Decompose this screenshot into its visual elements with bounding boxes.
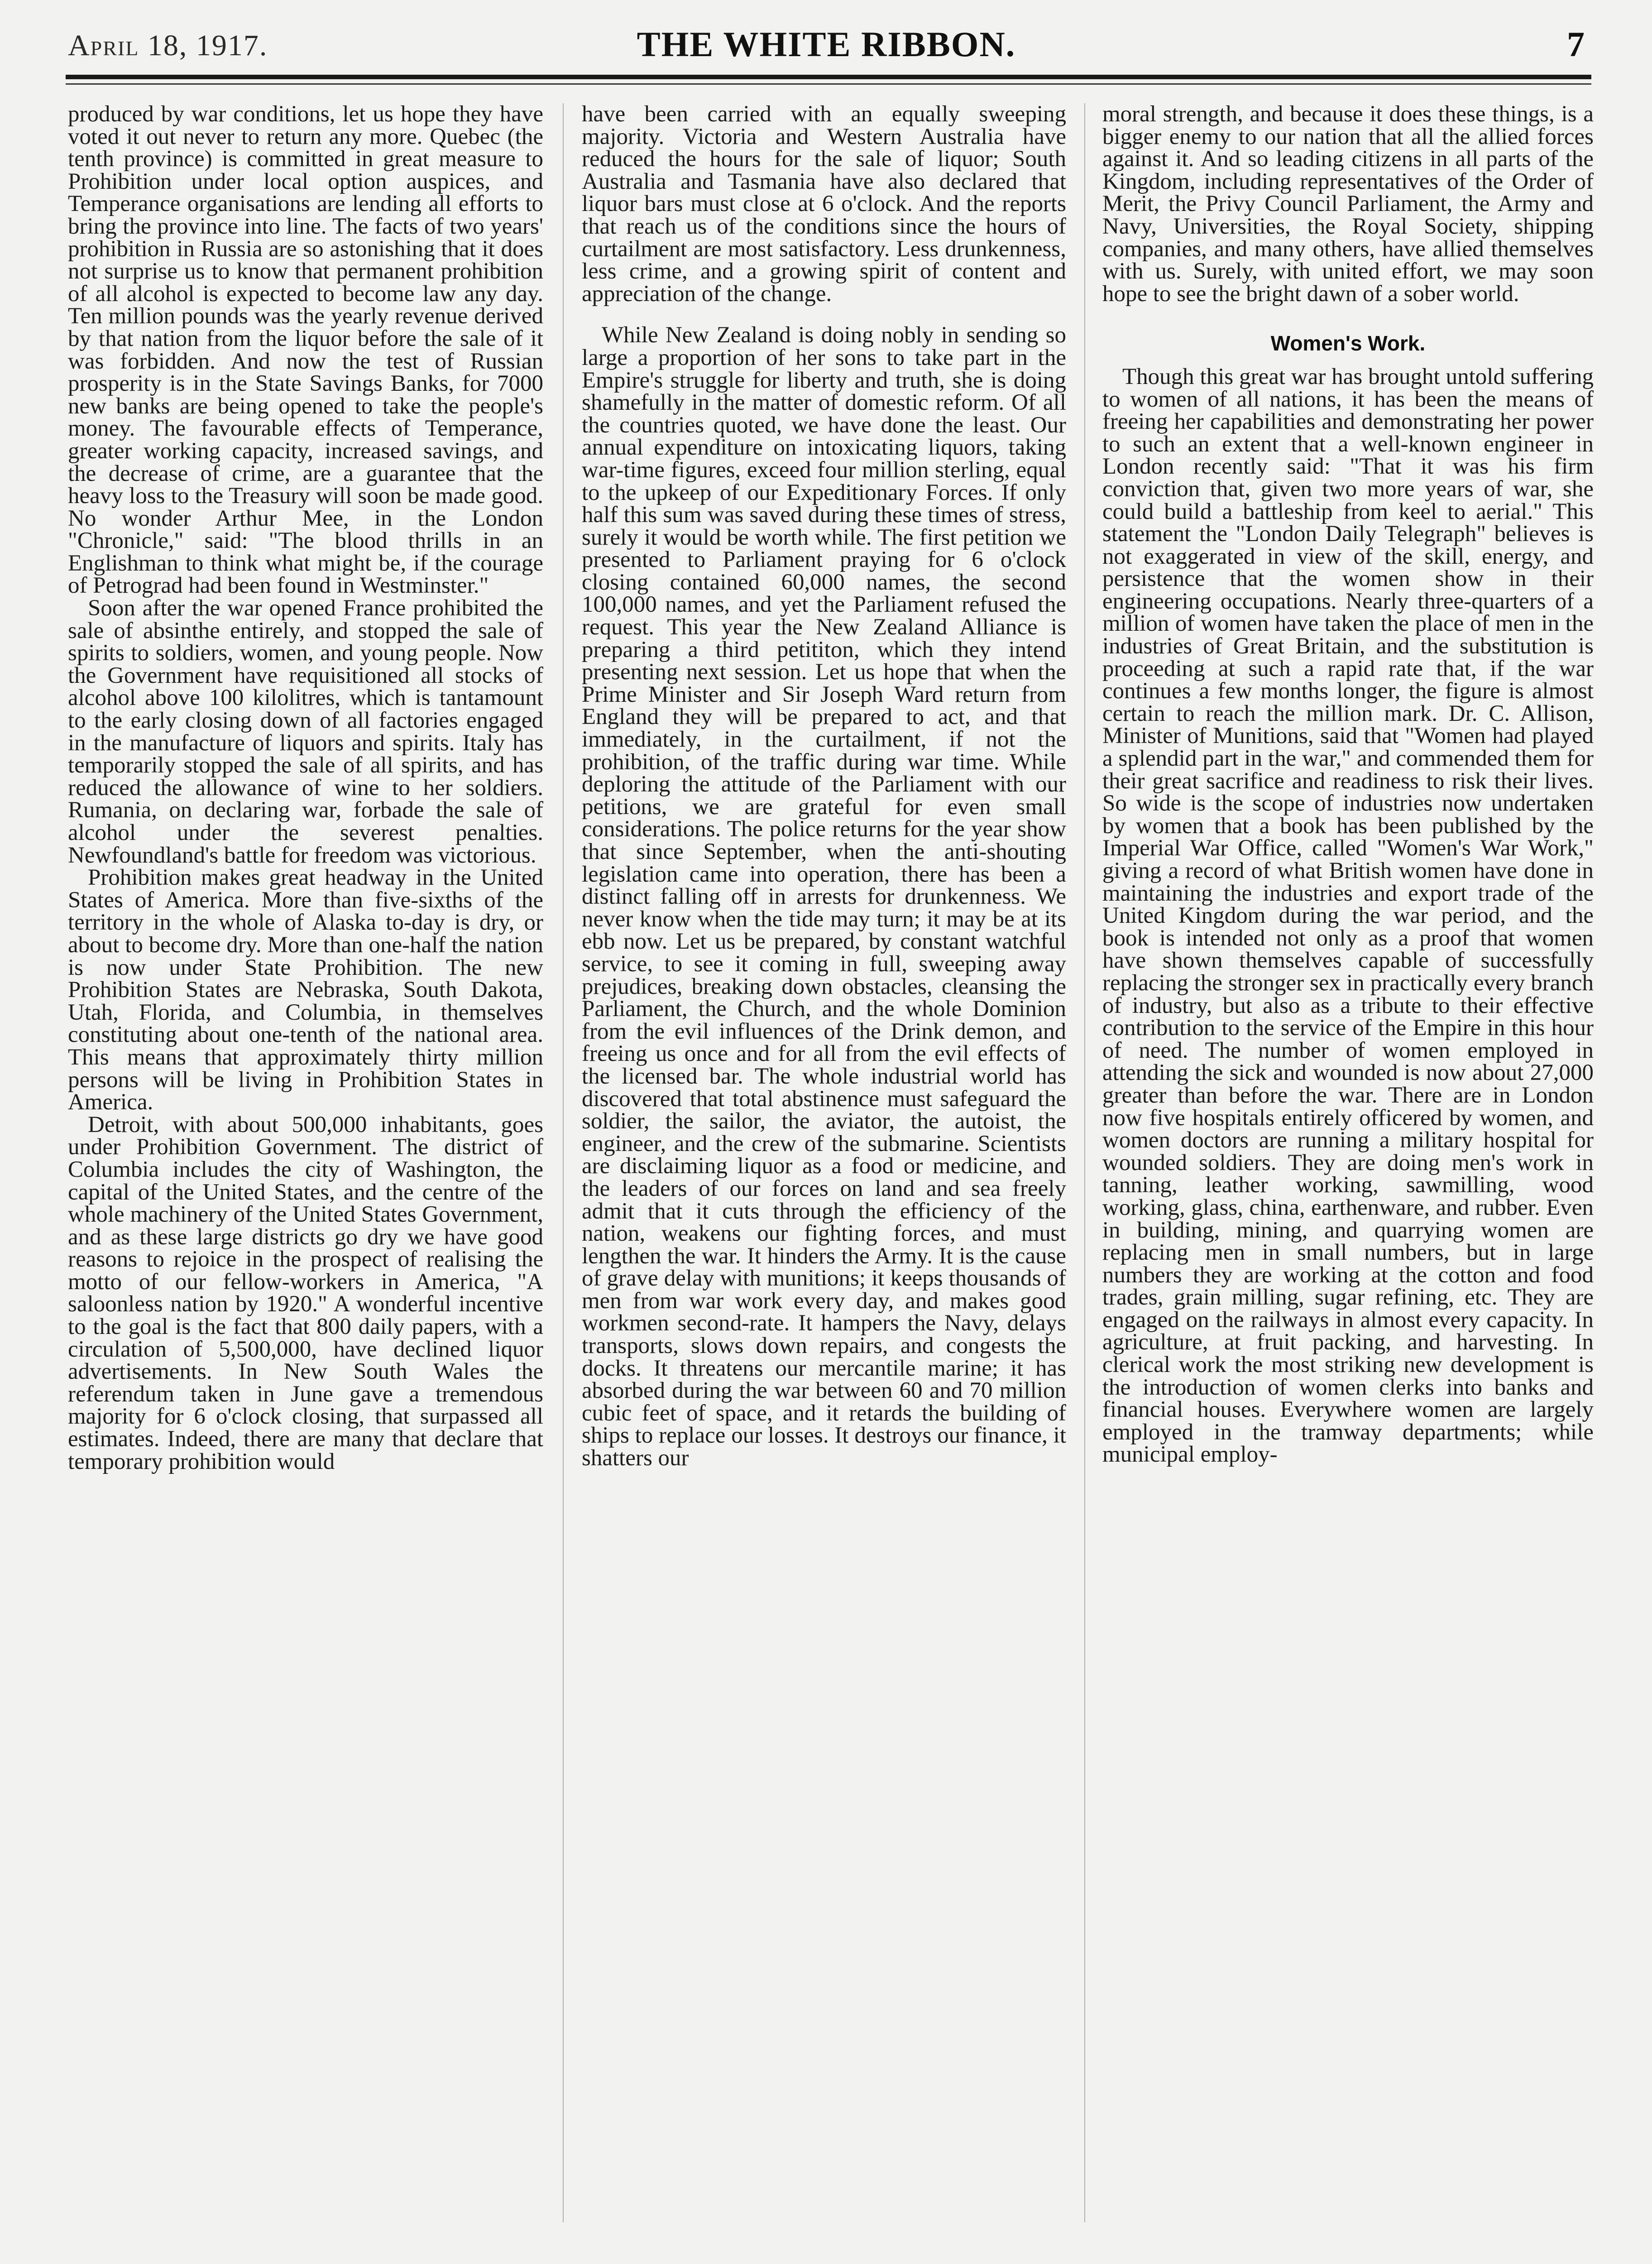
paragraph: have been carried with an equally sweeping majority. Victoria and Western Australia have reduced the hours for the sale of liquor; South Australia and Tasmania have also declared that liquor bars must close at 6 o'clock. And the reports that reach us of the conditions since the hours of curtailment are most satisfactory. Less drunkenness, less crime, and a growing spirit of content and appreciation of the change. (582, 101, 1066, 307)
column-divider (563, 103, 564, 2222)
masthead (68, 20, 1585, 70)
paragraph: Soon after the war opened France prohibited the sale of absinthe entirely, and stopped the sale of spirits to soldiers, women, and young people. Now the Government have requisitioned all stocks of alcohol above 100 kilolitres, which is tantamount to the early closing down of all factories engaged in the manufacture of liquors and spirits. Italy has temporarily stopped the sale of all spirits, and has reduced the allowance of wine to her soldiers. Rumania, on declaring war, forbade the sale of alcohol under the severest penalties. Newfoundland's battle for freedom was victorious. (68, 595, 543, 868)
paragraph: moral strength, and because it does these things, is a bigger enemy to our nation that all the allied forces against it. And so leading citizens in all parts of the Kingdom, including representatives of the Order of Merit, the Privy Council Parliament, the Army and Navy, Universities, the Royal Society, shipping companies, and many others, have allied themselves with us. Surely, with united effort, we may soon hope to see the bright dawn of a sober world. (1102, 101, 1594, 307)
paragraph: While New Zealand is doing nobly in sending so large a proportion of her sons to take part in the Empire's struggle for liberty and truth, she is doing shamefully in the matter of domestic reform. Of all the countries quoted, we have done the least. Our annual expenditure on intoxicating liquors, taking war-time figures, exceed four million sterling, equal to the upkeep of our Expeditionary Forces. If only half this sum was saved during these times of stress, surely it would be worth while. The first petition we presented to Parliament praying for 6 o'clock closing contained 60,000 names, the second 100,000 names, and yet the Parliament refused the request. This year the New Zealand Alliance is preparing a third petititon, which they intend presenting next session. Let us hope that when the Prime Minister and Sir Joseph Ward return from England they will be prepared to act, and that immediately, in the curtailment, if not the prohibition, of the traffic during war time. While deploring the attitude of the Parliament with our petitions, we are grateful for even small considerations. The police returns for the year show that since September, when the anti-shouting legislation came into operation, there has been a distinct falling off in arrests for drunkenness. We never know when the tide may turn; it may be at its ebb now. Let us be prepared, by constant watchful service, to see it coming in full, sweeping away prejudices, breaking down obstacles, cleansing the Parliament, the Church, and the whole Dominion from the evil influences of the Drink demon, and freeing us once and for all from the evil effects of the licensed bar. The whole industrial world has discovered that total abstinence must safeguard the soldier, the sailor, the aviator, the autoist, the engineer, and the crew of the submarine. Scientists are disclaiming liquor as a food or medicine, and the leaders of our forces on land and sea freely admit that it cuts through the efficiency of the nation, weakens our fighting forces, and must lengthen the war. It hinders the Army. It is the cause of grave delay with munitions; it keeps thousands of men from war work every day, and makes good workmen second-rate. It hampers the Navy, delays transports, slows down repairs, and congests the docks. It threatens our mercantile marine; it has absorbed during the war between 60 and 70 million cubic feet of space, and it retards the building of ships to replace our losses. It destroys our finance, it shatters our (582, 322, 1066, 1471)
paragraph: Prohibition makes great headway in the United States of America. More than five-sixths of the territory in the whole of Alaska to-day is dry, or about to become dry. More than one-half the nation is now under State Prohibition. The new Prohibition States are Nebraska, South Dakota, Utah, Florida, and Columbia, in themselves constituting about one-tenth of the national area. This means that approximately thirty million persons will be living in Prohibition States in America. (68, 865, 543, 1115)
paragraph: Though this great war has brought untold suffering to women of all nations, it has been the means of freeing her capabilities and demonstrating her power to such an extent that a well-known engineer in London recently said: "That it was his firm conviction that, given two more years of war, she could build a battleship from keel to aerial." This statement the "London Daily Telegraph" believes is not exaggerated in view of the skill, energy, and persistence that the women show in their engineering occupations. Nearly three-quarters of a million of women have taken the place of men in the industries of Great Britain, and the substitution is proceeding at such a rapid rate that, if the war continues a few months longer, the figure is almost certain to reach the million mark. Dr. C. Allison, Minister of Munitions, said that "Women had played a splendid part in the war," and commended them for their great sacrifice and readiness to risk their lives. So wide is the scope of industries now undertaken by women that a book has been published by the Imperial War Office, called "Women's War Work," giving a record of what British women have done in maintaining the industries and export trade of the United Kingdom during the war period, and the book is intended not only as a proof that women have shown themselves capable of successfully replacing the stronger sex in practically every branch of industry, but also as a tribute to their effective contribution to the service of the Empire in this hour of need. The number of women employed in attending the sick and wounded is now about 27,000 greater than before the war. There are in London now five hospitals entirely officered by women, and women doctors are running a military hospital for wounded soldiers. They are doing men's work in tanning, leather working, sawmilling, wood working, glass, china, earthenware, and rubber. Even in building, mining, and quarrying women are replacing men in small numbers, but in large numbers they are working at the cotton and food trades, grain milling, sugar refining, etc. They are engaged on the railways in almost every capacity. In agriculture, at fruit packing, and harvesting. In clerical work the most striking new development is the introduction of women clerks into banks and financial houses. Everywhere women are largely employed in the tramway departments; while municipal employ- (1102, 364, 1594, 1468)
column-divider (1084, 103, 1085, 2222)
publication-title: THE WHITE RIBBON. (637, 24, 1016, 64)
column-1 (68, 103, 543, 1473)
masthead-rule-thin (66, 83, 1591, 85)
column-2 (582, 103, 1066, 1470)
page-number: 7 (1567, 24, 1585, 64)
issue-date: April 18, 1917. (68, 29, 268, 62)
paragraph: produced by war conditions, let us hope they have voted it out never to return any more. Quebec (the tenth province) is committed in great measure to Prohibition under local option auspices, and Temperance organisations are lending all efforts to bring the province into line. The facts of two years' prohibition in Russia are so astonishing that it does not surprise us to know that permanent prohibition of all alcohol is expected to become law any day. Ten million pounds was the yearly revenue derived by that nation from the liquor before the sale of it was forbidden. And now the test of Russian prosperity is in the State Savings Banks, for 7000 new banks are being opened to take the people's money. The favourable effects of Temperance, greater working capacity, increased savings, and the decrease of crime, are a guarantee that the heavy loss to the Treasury will soon be made good. No wonder Arthur Mee, in the London "Chronicle," said: "The blood thrills in an Englishman to think what might be, if the courage of Petrograd had been found in Westminster." (68, 101, 543, 599)
masthead-rule-thick (66, 75, 1591, 79)
section-heading: Women's Work. (1270, 331, 1426, 355)
paragraph: Detroit, with about 500,000 inhabitants, goes under Prohibition Government. The district of Columbia includes the city of Washington, the capital of the United States, and the centre of the whole machinery of the United States Government, and as these large districts go dry we have good reasons to rejoice in the prospect of realising the motto of our fellow-workers in America, "A saloonless nation by 1920." A wonderful incentive to the goal is the fact that 800 daily papers, with a circulation of 5,500,000, have declined liquor advertisements. In New South Wales the referendum taken in June gave a tremendous majority for 6 o'clock closing, that surpassed all estimates. Indeed, there are many that declare that temporary prohibition would (68, 1112, 543, 1474)
column-3 (1102, 103, 1594, 1466)
